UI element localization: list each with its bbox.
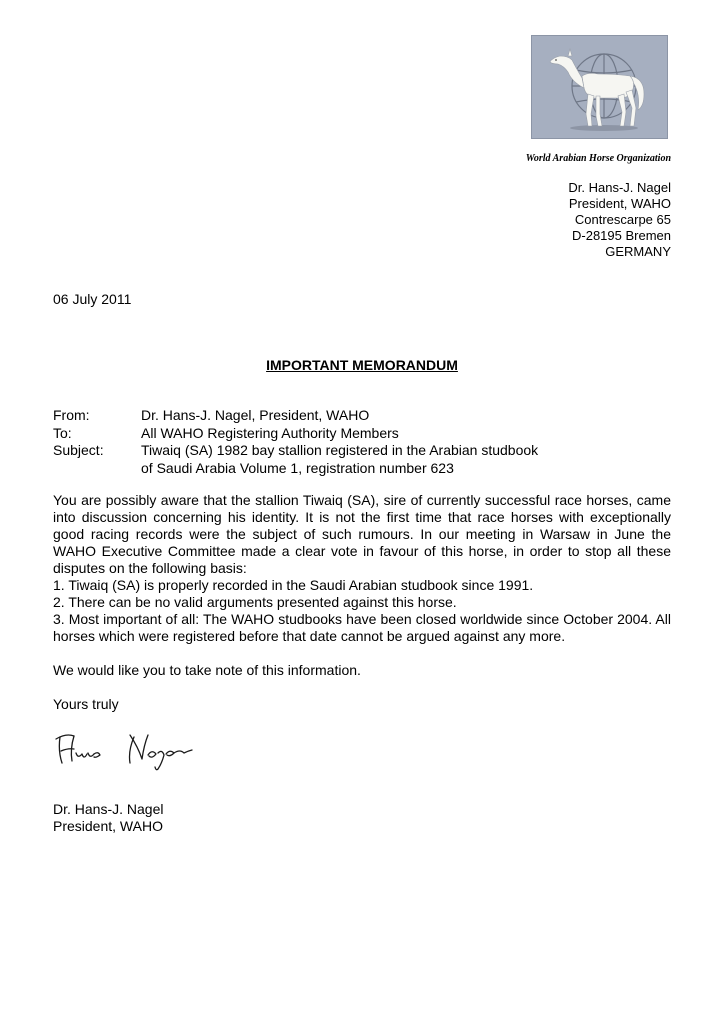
address-line: Dr. Hans-J. Nagel (568, 180, 671, 195)
memo-title: IMPORTANT MEMORANDUM (266, 357, 458, 373)
from-value: Dr. Hans-J. Nagel, President, WAHO (141, 407, 370, 423)
intro-paragraph: You are possibly aware that the stallion Tiwaiq (SA), sire of currently successful race horses, came into discussion concerning his identity. It is not the first time that race horses with exceptionally good racing records were the subject of such rumours. In our meeting in Warsaw in June the WAHO Executive Committee made a clear vote in favour of this horse, in order to stop all these disputes on the following basis: (53, 492, 671, 576)
organization-name: World Arabian Horse Organization (525, 153, 671, 164)
signoff-block (53, 801, 163, 835)
from-label: From: (53, 407, 90, 423)
memo-body (53, 492, 671, 713)
address-line: D-28195 Bremen (572, 228, 671, 243)
from-row (53, 407, 641, 425)
subject-line: Tiwaiq (SA) 1982 bay stallion registered in the Arabian studbook (141, 442, 539, 458)
signatory-name: Dr. Hans-J. Nagel (53, 801, 164, 817)
memo-header (53, 407, 641, 477)
address-line: Contrescarpe 65 (574, 212, 671, 227)
point-item: 2. There can be no valid arguments presented against this horse. (53, 594, 457, 610)
closing-text: Yours truly (53, 696, 119, 712)
subject-value (141, 442, 641, 477)
sender-address (568, 180, 671, 260)
note-paragraph: We would like you to take note of this information. (53, 662, 361, 678)
signatory-position: President, WAHO (53, 818, 163, 834)
to-value: All WAHO Registering Authority Members (141, 424, 399, 441)
address-line: President, WAHO (568, 196, 671, 211)
subject-line: of Saudi Arabia Volume 1, registration number 623 (141, 459, 454, 476)
handwritten-signature-icon (52, 727, 202, 772)
letter-date: 06 July 2011 (53, 291, 132, 307)
subject-label: Subject: (53, 442, 104, 458)
point-item: 1. Tiwaiq (SA) is properly recorded in the Saudi Arabian studbook since 1991. (53, 577, 534, 593)
point-item: 3. Most important of all: The WAHO studbooks have been closed worldwide since October 2004. All horses which were registered before that date cannot be argued against any more. (53, 611, 671, 644)
to-row (53, 425, 641, 443)
subject-row (53, 442, 641, 477)
to-label: To: (53, 424, 72, 441)
arabian-horse-globe-icon (532, 36, 668, 139)
address-line: GERMANY (605, 244, 671, 259)
organization-logo (531, 35, 668, 139)
